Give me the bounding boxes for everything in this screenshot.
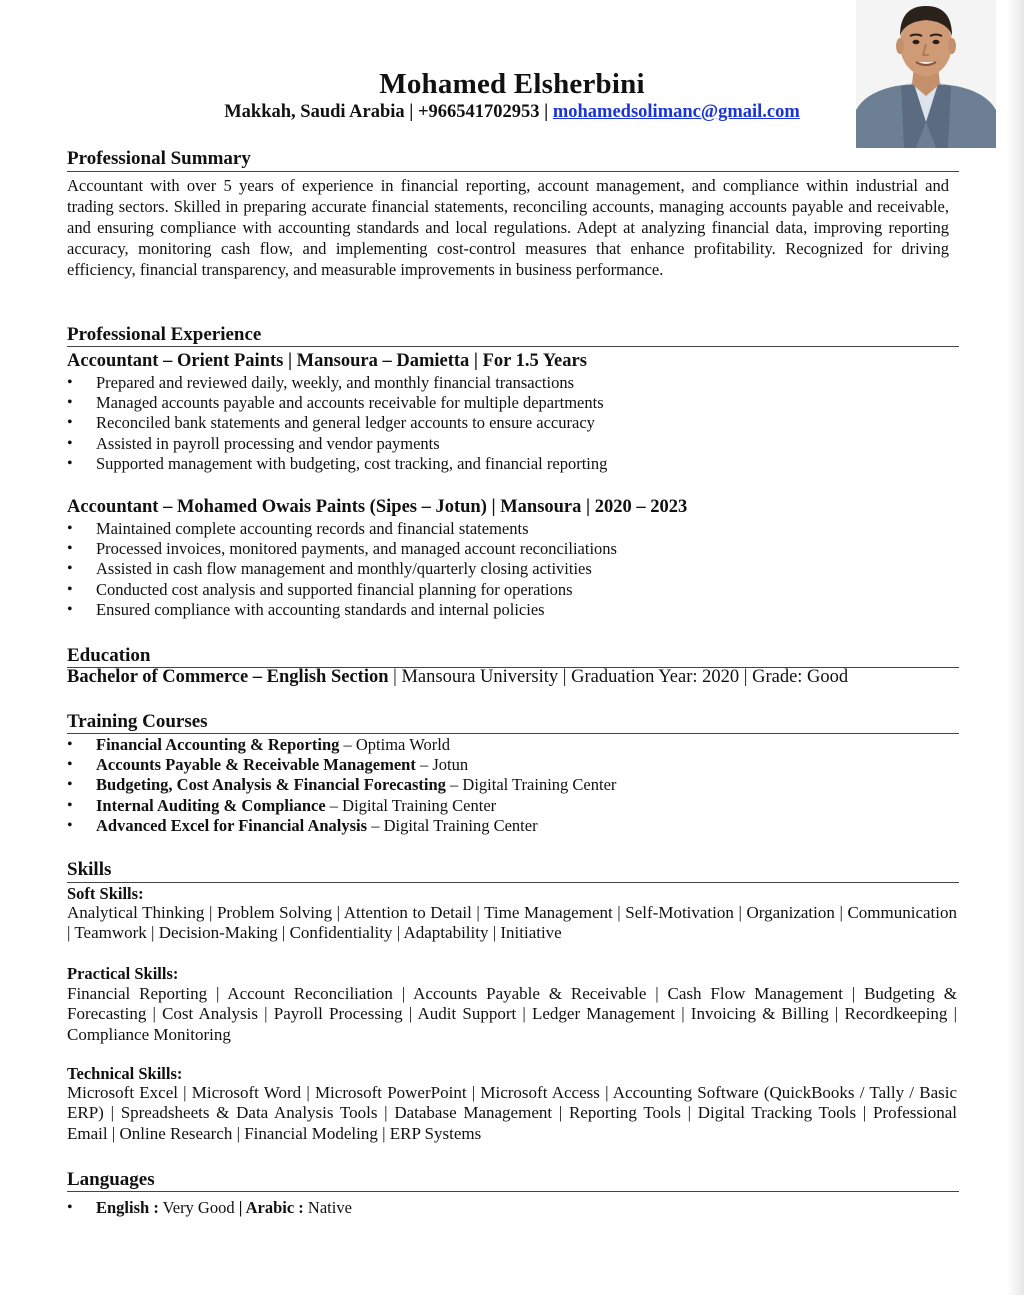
experience-divider <box>67 346 959 347</box>
degree-details: | Mansoura University | Graduation Year: 2020 | Grade: Good <box>388 667 849 687</box>
soft-skills-text: Analytical Thinking | Problem Solving | Attention to Detail | Time Management | Self-Motivation | Organization | Communication | Teamwork | Decision-Making | Confidentiality | Adaptability | Initiative <box>67 903 957 943</box>
education-heading: Education <box>67 645 151 666</box>
list-item: • Maintained complete accounting records and financial statements <box>67 519 617 539</box>
degree-name: Bachelor of Commerce – English Section <box>67 667 389 687</box>
summary-heading: Professional Summary <box>67 148 251 169</box>
list-item: • Supported management with budgeting, cost tracking, and financial reporting <box>67 454 607 474</box>
job-title-orient-paints: Accountant – Orient Paints | Mansoura – Damietta | For 1.5 Years <box>67 351 587 371</box>
languages-list <box>67 1198 352 1218</box>
summary-text: Accountant with over 5 years of experience in financial reporting, account management, and compliance within industrial and trading sectors. Skilled in preparing accurate financial statements, reconciling accounts, managing accounts payable and receivable, and ensuring compliance with accounting standards and local regulations. Adept at analyzing financial data, improving reporting accuracy, monitoring cash flow, and implementing cost-control measures that enhance profitability. Recognized for driving efficiency, financial transparency, and measurable improvements in business performance. <box>67 176 949 279</box>
contact-location-phone: Makkah, Saudi Arabia | +966541702953 | <box>224 102 553 122</box>
soft-skills-heading: Soft Skills: <box>67 884 144 903</box>
list-item <box>67 735 616 755</box>
course-name: Budgeting, Cost Analysis & Financial Forecasting <box>96 775 446 795</box>
training-list <box>67 735 616 836</box>
language-separator: | <box>238 1198 243 1217</box>
list-item <box>67 755 616 775</box>
course-name: Internal Auditing & Compliance <box>96 795 326 815</box>
list-item <box>67 816 616 836</box>
skills-divider <box>67 882 959 883</box>
education-entry <box>67 667 848 688</box>
list-item: • Assisted in cash flow management and monthly/quarterly closing activities <box>67 559 617 579</box>
technical-skills-heading: Technical Skills: <box>67 1064 183 1083</box>
arabic-level: Native <box>303 1198 352 1217</box>
technical-skills-text: Microsoft Excel | Microsoft Word | Microsoft PowerPoint | Microsoft Access | Accounting Software (QuickBooks / Tally / Basic ERP) | Spreadsheets & Data Analysis Tools | Database Management | Reporting Tools | Digital Tracking Tools | Professional Email | Online Research | Financial Modeling | ERP Systems <box>67 1083 957 1143</box>
practical-skills-text: Financial Reporting | Account Reconciliation | Accounts Payable & Receivable | Cash Flow Management | Budgeting & Forecasting | Cost Analysis | Payroll Processing | Audit Support | Ledger Management | Invoicing & Billing | Recordkeeping | Compliance Monitoring <box>67 984 957 1044</box>
course-provider: – Digital Training Center <box>325 795 497 815</box>
job-owais-paints-bullets <box>67 519 617 620</box>
course-provider: – Digital Training Center <box>367 815 538 835</box>
candidate-name: Mohamed Elsherbini <box>379 68 645 100</box>
course-provider: – Digital Training Center <box>445 775 617 795</box>
training-divider <box>67 733 959 734</box>
list-item <box>67 1198 352 1218</box>
profile-photo <box>856 0 996 148</box>
skills-heading: Skills <box>67 859 112 880</box>
email-link[interactable]: mohamedsolimanc@gmail.com <box>552 102 800 122</box>
arabic-label: Arabic : <box>242 1198 304 1217</box>
course-name: Advanced Excel for Financial Analysis <box>96 815 368 835</box>
course-name: Accounts Payable & Receivable Management <box>96 755 416 775</box>
course-provider: – Optima World <box>339 735 451 754</box>
page-edge-shadow <box>1006 0 1024 1295</box>
list-item: • Prepared and reviewed daily, weekly, and monthly financial transactions <box>67 373 607 393</box>
languages-heading: Languages <box>67 1169 155 1190</box>
list-item: • Assisted in payroll processing and vendor payments <box>67 434 607 454</box>
list-item: • Managed accounts payable and accounts receivable for multiple departments <box>67 393 607 413</box>
list-item <box>67 796 616 816</box>
practical-skills-heading: Practical Skills: <box>67 964 179 983</box>
english-level: Very Good <box>158 1198 239 1217</box>
course-name: Financial Accounting & Reporting <box>96 735 340 754</box>
languages-divider <box>67 1191 959 1192</box>
english-label: English : <box>96 1198 159 1217</box>
summary-divider <box>67 171 959 172</box>
list-item: • Ensured compliance with accounting standards and internal policies <box>67 600 617 620</box>
training-heading: Training Courses <box>67 711 208 732</box>
list-item: • Reconciled bank statements and general ledger accounts to ensure accuracy <box>67 413 607 433</box>
list-item: • Processed invoices, monitored payments, and managed account reconciliations <box>67 539 617 559</box>
list-item: • Conducted cost analysis and supported financial planning for operations <box>67 580 617 600</box>
experience-heading: Professional Experience <box>67 324 262 345</box>
course-provider: – Jotun <box>415 755 469 775</box>
job-title-owais-paints: Accountant – Mohamed Owais Paints (Sipes – Jotun) | Mansoura | 2020 – 2023 <box>67 497 688 517</box>
job-orient-paints-bullets <box>67 373 607 474</box>
list-item <box>67 775 616 795</box>
